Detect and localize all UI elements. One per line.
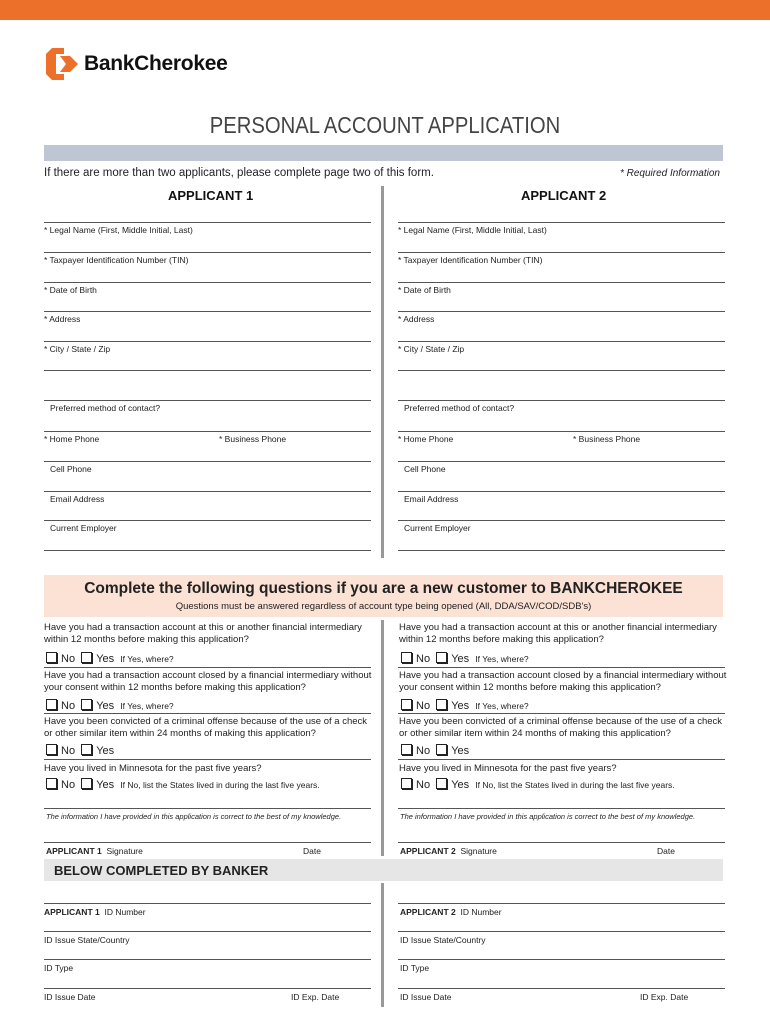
address-line-1[interactable] — [44, 311, 371, 312]
tin-label: * Taxpayer Identification Number (TIN) — [44, 255, 189, 265]
email-line-2[interactable] — [398, 491, 725, 492]
id-issue-state-label-1: ID Issue State/Country — [44, 935, 130, 945]
business-phone-label: * Business Phone — [219, 434, 287, 444]
email-label: Email Address — [404, 494, 459, 504]
brand-name: BankCherokee — [84, 52, 228, 75]
employer-label: Current Employer — [404, 523, 471, 533]
legal-name-label: * Legal Name (First, Middle Initial, Last) — [398, 225, 547, 235]
top-orange-bar — [0, 0, 770, 20]
question-2: Have you had a transaction account closed by a financial intermediary without your consent within 12 months before making this application? — [399, 670, 727, 693]
checkbox-yes[interactable] — [436, 652, 447, 663]
q1-options[interactable]: No Yes If Yes, where? — [401, 652, 529, 665]
checkbox-yes[interactable] — [81, 778, 92, 789]
id-type-label-1: ID Type — [44, 963, 74, 973]
q4-options[interactable]: No Yes If No, list the States lived in during the last five years. — [46, 778, 320, 791]
id-exp-date-label-1: ID Exp. Date — [291, 992, 340, 1002]
checkbox-yes[interactable] — [81, 744, 92, 755]
checkbox-yes[interactable] — [81, 652, 92, 663]
tin-label: * Taxpayer Identification Number (TIN) — [398, 255, 543, 265]
tin-line-2[interactable] — [398, 252, 725, 253]
id-number-line-2[interactable] — [398, 903, 725, 904]
multi-applicant-note: If there are more than two applicants, please complete page two of this form. — [44, 167, 434, 179]
id-number-line-1[interactable] — [44, 903, 371, 904]
id-type-line-2[interactable] — [398, 959, 725, 960]
q3-options[interactable]: No Yes — [401, 744, 469, 757]
question-3: Have you been convicted of a criminal offense because of the use of a check or other similar item within 24 months of making this application? — [44, 716, 368, 739]
id-type-line-1[interactable] — [44, 959, 371, 960]
bankcherokee-logo-icon — [44, 46, 80, 82]
extra-line-2[interactable] — [398, 370, 725, 371]
dob-label: * Date of Birth — [398, 285, 451, 295]
signature-line-1[interactable] — [44, 842, 371, 843]
banker-section-title: BELOW COMPLETED BY BANKER — [54, 863, 269, 878]
checkbox-no[interactable] — [401, 699, 412, 710]
applicant-2-heading: APPLICANT 2 — [521, 188, 607, 203]
tin-line-1[interactable] — [44, 252, 371, 253]
checkbox-no[interactable] — [46, 652, 57, 663]
banker-divider — [381, 883, 384, 1007]
cell-label: Cell Phone — [50, 464, 92, 474]
id-dates-line-1[interactable] — [44, 988, 371, 989]
extra-line-1[interactable] — [44, 370, 371, 371]
signature-line-2[interactable] — [398, 842, 725, 843]
question-4: Have you lived in Minnesota for the past five years? — [399, 763, 617, 774]
home-phone-label: * Home Phone — [398, 434, 454, 444]
checkbox-no[interactable] — [401, 652, 412, 663]
checkbox-no[interactable] — [401, 744, 412, 755]
city-label: * City / State / Zip — [398, 344, 465, 354]
title-band — [44, 145, 723, 161]
cell-label: Cell Phone — [404, 464, 446, 474]
business-phone-label: * Business Phone — [573, 434, 641, 444]
required-info-note: * Required Information — [619, 168, 720, 179]
city-label: * City / State / Zip — [44, 344, 111, 354]
q1-line[interactable] — [398, 667, 725, 668]
applicant-1-heading: APPLICANT 1 — [168, 188, 254, 203]
question-2: Have you had a transaction account closed by a financial intermediary without your consent within 12 months before making this application? — [44, 670, 372, 693]
address-line-2[interactable] — [398, 311, 725, 312]
city-line-2[interactable] — [398, 341, 725, 342]
date-label-2: Date — [657, 846, 675, 856]
checkbox-yes[interactable] — [436, 699, 447, 710]
contact-label: Preferred method of contact? — [404, 403, 515, 413]
checkbox-no[interactable] — [401, 778, 412, 789]
city-line-1[interactable] — [44, 341, 371, 342]
column-divider — [381, 186, 384, 558]
dob-line-2[interactable] — [398, 282, 725, 283]
address-label: * Address — [398, 314, 435, 324]
signature-label-1: APPLICANT 1 Signature — [46, 846, 143, 856]
q1-options[interactable]: No Yes If Yes, where? — [46, 652, 174, 665]
id-type-label-2: ID Type — [400, 963, 430, 973]
address-label: * Address — [44, 314, 81, 324]
checkbox-yes[interactable] — [436, 744, 447, 755]
q2-options[interactable]: No Yes If Yes, where? — [401, 699, 529, 712]
id-issue-state-label-2: ID Issue State/Country — [400, 935, 486, 945]
q2-line[interactable] — [398, 713, 725, 714]
id-issue-state-line-1[interactable] — [44, 931, 371, 932]
employer-line-1[interactable] — [44, 520, 371, 521]
id-dates-line-2[interactable] — [398, 988, 725, 989]
contact-label: Preferred method of contact? — [50, 403, 161, 413]
id-issue-date-label-1: ID Issue Date — [44, 992, 96, 1002]
employer-line-2[interactable] — [398, 520, 725, 521]
email-line-1[interactable] — [44, 491, 371, 492]
signature-label-2: APPLICANT 2 Signature — [400, 846, 497, 856]
q3-options[interactable]: No Yes — [46, 744, 114, 757]
q2-options[interactable]: No Yes If Yes, where? — [46, 699, 174, 712]
checkbox-no[interactable] — [46, 744, 57, 755]
q4-options[interactable]: No Yes If No, list the States lived in during the last five years. — [401, 778, 675, 791]
question-1: Have you had a transaction account at this or another financial intermediary within 12 months before making this application? — [399, 622, 717, 645]
questions-divider — [381, 620, 384, 856]
home-phone-label: * Home Phone — [44, 434, 100, 444]
certification-text: The information I have provided in this application is correct to the best of my knowledge. — [400, 812, 696, 821]
q4-line[interactable] — [44, 808, 371, 809]
phone-line-2[interactable] — [398, 431, 725, 432]
q2-line[interactable] — [44, 713, 371, 714]
question-1: Have you had a transaction account at this or another financial intermediary within 12 months before making this application? — [44, 622, 362, 645]
q3-line[interactable] — [44, 759, 371, 760]
contact-line-2[interactable] — [398, 400, 725, 401]
id-exp-date-label-2: ID Exp. Date — [640, 992, 689, 1002]
employer-bottom-line-2[interactable] — [398, 550, 725, 551]
contact-line-1[interactable] — [44, 400, 371, 401]
question-4: Have you lived in Minnesota for the past five years? — [44, 763, 262, 774]
id-number-label-2: APPLICANT 2 ID Number — [400, 907, 502, 917]
certification-text: The information I have provided in this application is correct to the best of my knowledge. — [46, 812, 342, 821]
questions-title: Complete the following questions if you are a new customer to BANKCHEROKEE — [84, 580, 683, 597]
dob-line-1[interactable] — [44, 282, 371, 283]
dob-label: * Date of Birth — [44, 285, 97, 295]
date-label-1: Date — [303, 846, 321, 856]
cell-line-2[interactable] — [398, 461, 725, 462]
checkbox-no[interactable] — [46, 778, 57, 789]
legal-name-line-1[interactable] — [44, 222, 371, 223]
question-3: Have you been convicted of a criminal offense because of the use of a check or other similar item within 24 months of making this application? — [399, 716, 723, 739]
id-issue-date-label-2: ID Issue Date — [400, 992, 452, 1002]
email-label: Email Address — [50, 494, 105, 504]
legal-name-line-2[interactable] — [398, 222, 725, 223]
checkbox-no[interactable] — [46, 699, 57, 710]
legal-name-label: * Legal Name (First, Middle Initial, Last) — [44, 225, 193, 235]
cell-line-1[interactable] — [44, 461, 371, 462]
checkbox-yes[interactable] — [81, 699, 92, 710]
page-title: PERSONAL ACCOUNT APPLICATION — [209, 112, 561, 138]
checkbox-yes[interactable] — [436, 778, 447, 789]
phone-line-1[interactable] — [44, 431, 371, 432]
id-issue-state-line-2[interactable] — [398, 931, 725, 932]
questions-subtitle: Questions must be answered regardless of account type being opened (All, DDA/SAV/COD/SDB's) — [175, 601, 592, 612]
id-number-label-1: APPLICANT 1 ID Number — [44, 907, 146, 917]
employer-bottom-line-1[interactable] — [44, 550, 371, 551]
q1-line[interactable] — [44, 667, 371, 668]
employer-label: Current Employer — [50, 523, 117, 533]
q4-line[interactable] — [398, 808, 725, 809]
q3-line[interactable] — [398, 759, 725, 760]
